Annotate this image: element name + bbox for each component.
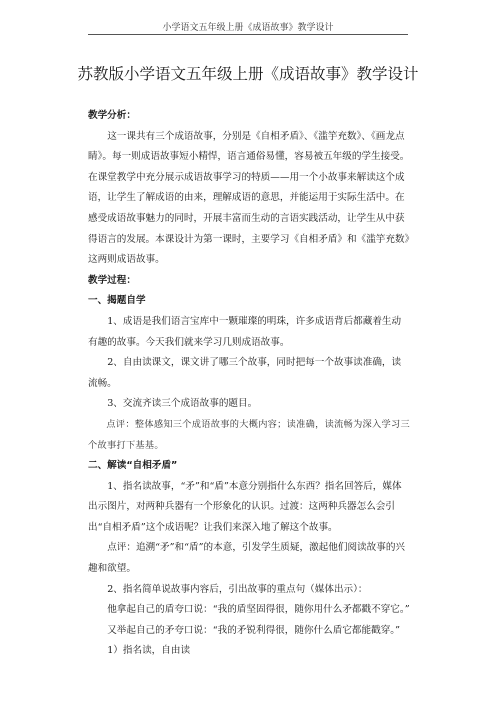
section1-heading: 一、揭题自学 [88,295,146,307]
document-title: 苏教版小学语文五年级上册《成语故事》教学设计 [77,65,419,83]
section2-note: 点评：追溯“矛”和“盾”的本意，引发学生质疑，激起他们阅读故事的兴趣和欲望。 [88,542,406,575]
section2-item2: 2、指名简单说故事内容后，引出故事的重点句（媒体出示）： [107,583,368,595]
quote-spear: 又举起自己的矛夸口说：“我的矛锐利得很，随你什么盾它都能戳穿。” [107,624,401,636]
quote-shield: 他拿起自己的盾夸口说：“我的盾坚固得很，随你用什么矛都戳不穿它。” [107,604,410,616]
section1-item3: 3、交流齐读三个成语故事的题目。 [107,398,258,410]
analysis-paragraph: 这一课共有三个成语故事，分别是《自相矛盾》、《滥竽充数》、《画龙点睛》。每一则成语故事短小精悍，语言通俗易懂，容易被五年级的学生接受。在课堂教学中充分展示成语故事学习的特质——用一个小故事来解读这个成语，让学生了解成语的由来，理解成语的意思，并能运用于实际生活中。在感受成语故事魅力的同时，开展丰富而生动的言语实践活动，让学生从中获得语言的发展。本课设计为第一课时，主要学习《自相矛盾》和《滥竽充数》这两则成语故事。 [88,130,410,266]
section1-note: 点评：整体感知三个成语故事的大概内容；读准确，读流畅为深入学习三个故事打下基基。 [88,418,410,451]
document-body [88,106,410,662]
section1-item2: 2、自由读课文，课文讲了哪三个故事，同时把每一个故事读准确，读流畅。 [88,357,402,389]
section2-heading: 二、解读“自相矛盾” [88,460,178,472]
running-header: 小学语文五年级上册《成语故事》教学设计 [162,23,334,33]
section2-item1: 1、指名读故事，“矛”和“盾”本意分别指什么东西？指名回答后，媒体出示图片，对两种兵器有一个形象化的认识。过渡：这两种兵器怎么会引出“自相矛盾”这个成语呢？让我们来深入地了解这个故事。 [88,480,402,533]
process-heading: 教学过程： [88,274,136,286]
analysis-heading: 教学分析： [88,110,136,121]
section1-item1: 1、成语是我们语言宝库中一颗璀璨的明珠，许多成语背后都藏着生动有趣的故事。今天我们就来学习几则成语故事。 [88,315,402,348]
header-divider [88,34,408,35]
sub-item-1: 1）指名读，自由读 [107,645,191,657]
